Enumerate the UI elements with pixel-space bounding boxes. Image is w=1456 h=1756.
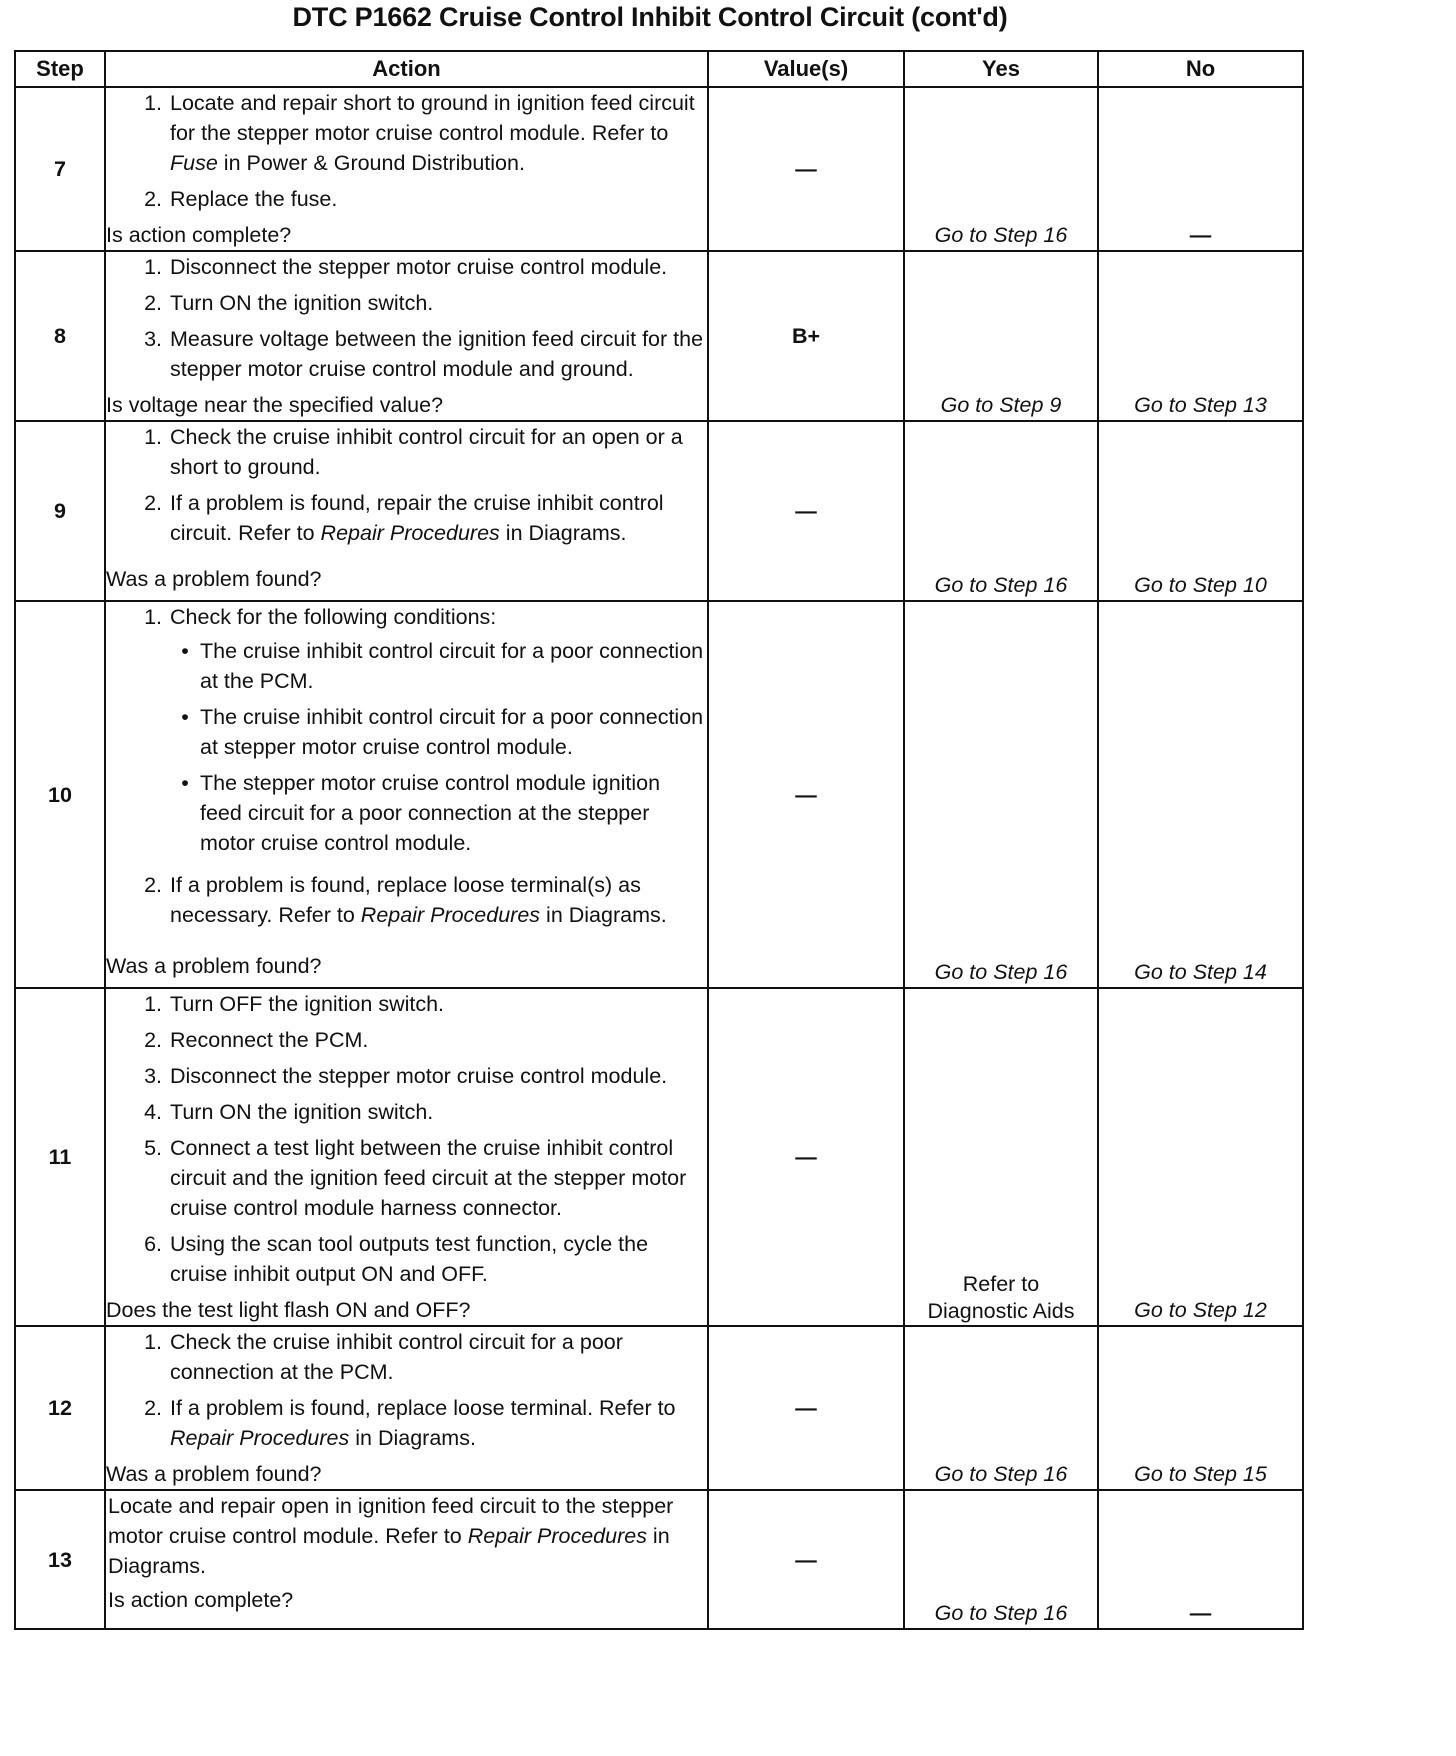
value-cell: —	[708, 421, 904, 601]
condition-item: • The cruise inhibit control circuit for a poor connection at stepper motor cruise control module.	[181, 705, 704, 759]
no-cell: Go to Step 14	[1098, 601, 1303, 988]
action-item: 2. Reconnect the PCM.	[144, 1028, 369, 1052]
diagnostic-table	[14, 50, 1304, 1630]
step-number: 12	[15, 1326, 105, 1490]
action-item: 1. Check for the following conditions: • The cruise inhibit control circuit for a poor connection at the PCM. • The cruise inhibit control circuit for a poor connection at stepper motor cruise control module. • The stepper motor cruise control module ignition feed circuit for a poor connection at the stepper motor cruise control module.	[106, 602, 707, 864]
table-header-row	[15, 51, 1303, 87]
no-cell: Go to Step 10	[1098, 421, 1303, 601]
action-cell	[105, 1326, 708, 1490]
yes-cell: Go to Step 16	[904, 601, 1098, 988]
value-cell: B+	[708, 251, 904, 421]
action-question: Is action complete?	[106, 223, 292, 247]
yes-cell: Go to Step 16	[904, 87, 1098, 251]
yes-cell: Refer to Diagnostic Aids	[904, 988, 1098, 1326]
header-values: Value(s)	[708, 51, 904, 87]
no-cell: Go to Step 13	[1098, 251, 1303, 421]
action-item: 2. If a problem is found, replace loose terminal. Refer to Repair Procedures in Diagrams.	[144, 1396, 676, 1450]
action-item: 1. Check the cruise inhibit control circuit for an open or a short to ground.	[144, 425, 683, 479]
action-text: Locate and repair open in ignition feed circuit to the stepper motor cruise control module. Refer to Repair Procedures in Diagrams.	[108, 1494, 674, 1578]
header-yes: Yes	[904, 51, 1098, 87]
page-title: DTC P1662 Cruise Control Inhibit Control Circuit (cont'd)	[292, 2, 1008, 32]
yes-cell: Go to Step 16	[904, 1326, 1098, 1490]
no-cell: —	[1098, 1490, 1303, 1629]
action-item: 5. Connect a test light between the cruise inhibit control circuit and the ignition feed circuit at the stepper motor cruise control module harness connector.	[144, 1136, 687, 1220]
step-number: 13	[15, 1490, 105, 1629]
no-cell: Go to Step 15	[1098, 1326, 1303, 1490]
action-item: 1. Locate and repair short to ground in ignition feed circuit for the stepper motor cruise control module. Refer to Fuse in Power & Ground Distribution.	[144, 91, 695, 175]
table-row	[15, 87, 1303, 251]
action-item: 2. Replace the fuse.	[144, 187, 338, 211]
value-cell: —	[708, 87, 904, 251]
condition-item: • The cruise inhibit control circuit for a poor connection at the PCM.	[181, 639, 704, 693]
action-item: 1. Check the cruise inhibit control circuit for a poor connection at the PCM.	[144, 1330, 623, 1384]
table-row	[15, 601, 1303, 988]
action-question: Is action complete?	[108, 1588, 294, 1612]
action-question: Was a problem found?	[106, 1462, 322, 1486]
no-cell: —	[1098, 87, 1303, 251]
table-row	[15, 1490, 1303, 1629]
yes-cell: Go to Step 9	[904, 251, 1098, 421]
action-item: 6. Using the scan tool outputs test function, cycle the cruise inhibit output ON and OFF.	[144, 1232, 649, 1286]
header-step: Step	[15, 51, 105, 87]
value-cell: —	[708, 988, 904, 1326]
step-number: 9	[15, 421, 105, 601]
action-item: 4. Turn ON the ignition switch.	[144, 1100, 434, 1124]
action-item: 2. Turn ON the ignition switch.	[144, 291, 434, 315]
value-cell: —	[708, 1326, 904, 1490]
action-item: 2. If a problem is found, repair the cruise inhibit control circuit. Refer to Repair Procedures in Diagrams.	[144, 491, 664, 545]
action-cell	[105, 1490, 708, 1629]
action-cell	[105, 988, 708, 1326]
action-item: 3. Disconnect the stepper motor cruise control module.	[144, 1064, 668, 1088]
table-row	[15, 988, 1303, 1326]
condition-item: • The stepper motor cruise control module ignition feed circuit for a poor connection at the stepper motor cruise control module.	[181, 771, 661, 855]
action-cell	[105, 421, 708, 601]
table-row	[15, 251, 1303, 421]
action-item: 3. Measure voltage between the ignition feed circuit for the stepper motor cruise control module and ground.	[144, 327, 704, 381]
action-cell	[105, 601, 708, 988]
action-item: 2. If a problem is found, replace loose terminal(s) as necessary. Refer to Repair Procedures in Diagrams.	[144, 873, 667, 927]
action-question: Does the test light flash ON and OFF?	[106, 1298, 471, 1322]
step-number: 11	[15, 988, 105, 1326]
action-item: 1. Disconnect the stepper motor cruise control module.	[144, 255, 668, 279]
header-action: Action	[105, 51, 708, 87]
step-number: 10	[15, 601, 105, 988]
action-question: Was a problem found?	[106, 567, 322, 591]
header-no: No	[1098, 51, 1303, 87]
no-cell: Go to Step 12	[1098, 988, 1303, 1326]
table-row	[15, 421, 1303, 601]
yes-cell: Go to Step 16	[904, 421, 1098, 601]
yes-cell: Go to Step 16	[904, 1490, 1098, 1629]
value-cell: —	[708, 601, 904, 988]
action-cell	[105, 87, 708, 251]
table-row	[15, 1326, 1303, 1490]
value-cell: —	[708, 1490, 904, 1629]
action-item: 1. Turn OFF the ignition switch.	[144, 992, 445, 1016]
action-question: Was a problem found?	[106, 954, 322, 978]
step-number: 7	[15, 87, 105, 251]
action-cell	[105, 251, 708, 421]
step-number: 8	[15, 251, 105, 421]
action-question: Is voltage near the specified value?	[106, 393, 444, 417]
